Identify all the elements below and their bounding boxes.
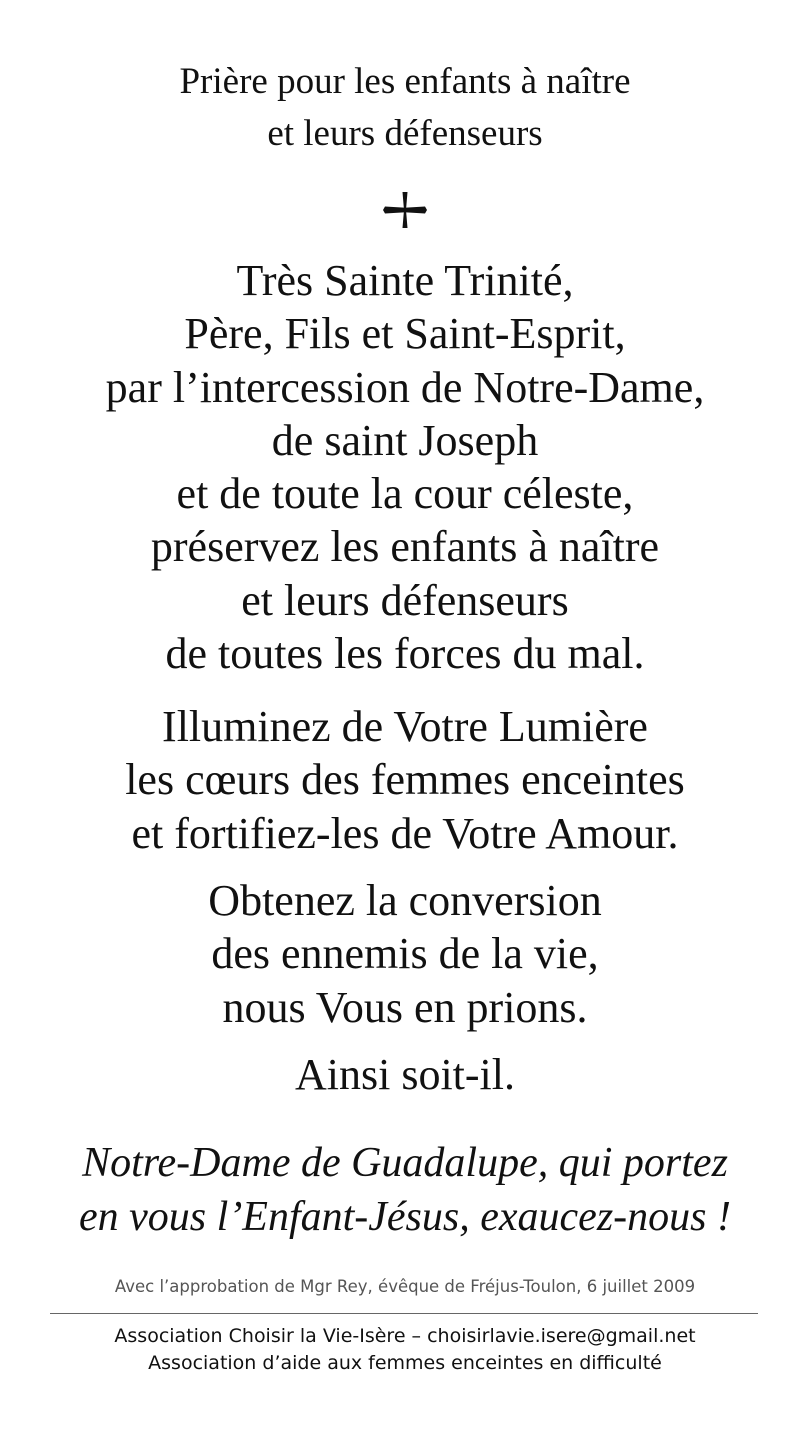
prayer-title [0,56,810,160]
title-line-2: et leurs défenseurs [267,113,543,154]
title-line-1: Prière pour les enfants à naître [179,61,631,102]
association-description: Association d’aide aux femmes enceintes en difficulté [148,1352,662,1374]
prayer-line: et de toute la cour céleste, [176,469,634,519]
prayer-line: préservez les enfants à naître [150,522,660,572]
prayer-stanza-3 [0,874,810,1034]
prayer-stanza-1 [0,254,810,680]
prayer-line: et leurs défenseurs [241,575,569,625]
prayer-amen [0,1048,810,1101]
prayer-line: les cœurs des femmes enceintes [125,755,685,805]
divider [50,1313,758,1314]
prayer-line: Père, Fils et Saint-Esprit, [184,309,626,359]
imprimatur-note: Avec l’approbation de Mgr Rey, évêque de Fréjus-Toulon, 6 juillet 2009 [114,1277,696,1296]
prayer-line: Illuminez de Votre Lumière [162,702,648,751]
cross-pattee-icon [381,190,429,230]
prayer-line: des ennemis de la vie, [211,929,599,979]
prayer-line: nous Vous en prions. [222,982,588,1032]
invocation-line-2: en vous l’Enfant-Jésus, exaucez-nous ! [79,1194,731,1240]
invocation-line-1: Notre-Dame de Guadalupe, qui portez [82,1140,728,1186]
prayer-line: Très Sainte Trinité, [236,256,574,305]
prayer-line: de toutes les forces du mal. [165,629,645,679]
prayer-stanza-2 [0,700,810,860]
association-footer [0,1323,810,1377]
marian-invocation [0,1136,810,1244]
amen-line: Ainsi soit-il. [294,1050,516,1099]
prayer-line: de saint Joseph [271,415,539,465]
association-contact: Association Choisir la Vie-Isère – choisirlavie.isere@gmail.net [114,1325,696,1347]
prayer-line: et fortifiez-les de Votre Amour. [131,808,679,858]
prayer-line: Obtenez la conversion [208,876,602,925]
prayer-line: par l’intercession de Notre-Dame, [105,362,705,412]
